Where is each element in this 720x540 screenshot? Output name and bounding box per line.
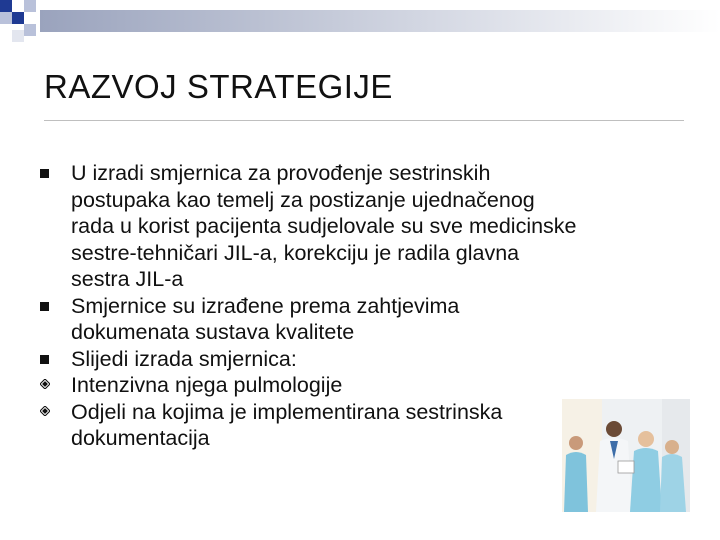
- diamond-bullet-icon: [40, 379, 50, 389]
- list-item: [40, 293, 580, 346]
- list-item: [40, 160, 580, 293]
- slide-title: RAZVOJ STRATEGIJE: [44, 68, 393, 105]
- medical-staff-photo: [562, 399, 690, 512]
- list-item: [40, 399, 580, 452]
- bullet-text: Odjeli na kojima je implementirana sestrinska dokumentacija: [71, 399, 503, 450]
- title-divider: [44, 120, 684, 121]
- list-item: [40, 346, 580, 373]
- bullet-list: [40, 160, 580, 452]
- list-item: [40, 372, 580, 399]
- header-decoration: [0, 0, 720, 50]
- bullet-text: Slijedi izrada smjernica:: [71, 346, 297, 371]
- square-bullet-icon: [40, 302, 49, 311]
- title-area: [44, 68, 684, 106]
- bullet-text: U izradi smjernica za provođenje sestrinskih postupaka kao temelj za postizanje ujednačenog rada u korist pacijenta sudjelovale su sve medicinske sestre-tehničari JIL-a, korekciju je radila glavna sestra JIL-a: [71, 161, 577, 291]
- diamond-bullet-icon: [40, 406, 50, 416]
- bullet-text: Smjernice su izrađene prema zahtjevima dokumenata sustava kvalitete: [71, 293, 460, 344]
- square-bullet-icon: [40, 355, 49, 364]
- bullet-text: Intenzivna njega pulmologije: [71, 373, 343, 397]
- square-bullet-icon: [40, 169, 49, 178]
